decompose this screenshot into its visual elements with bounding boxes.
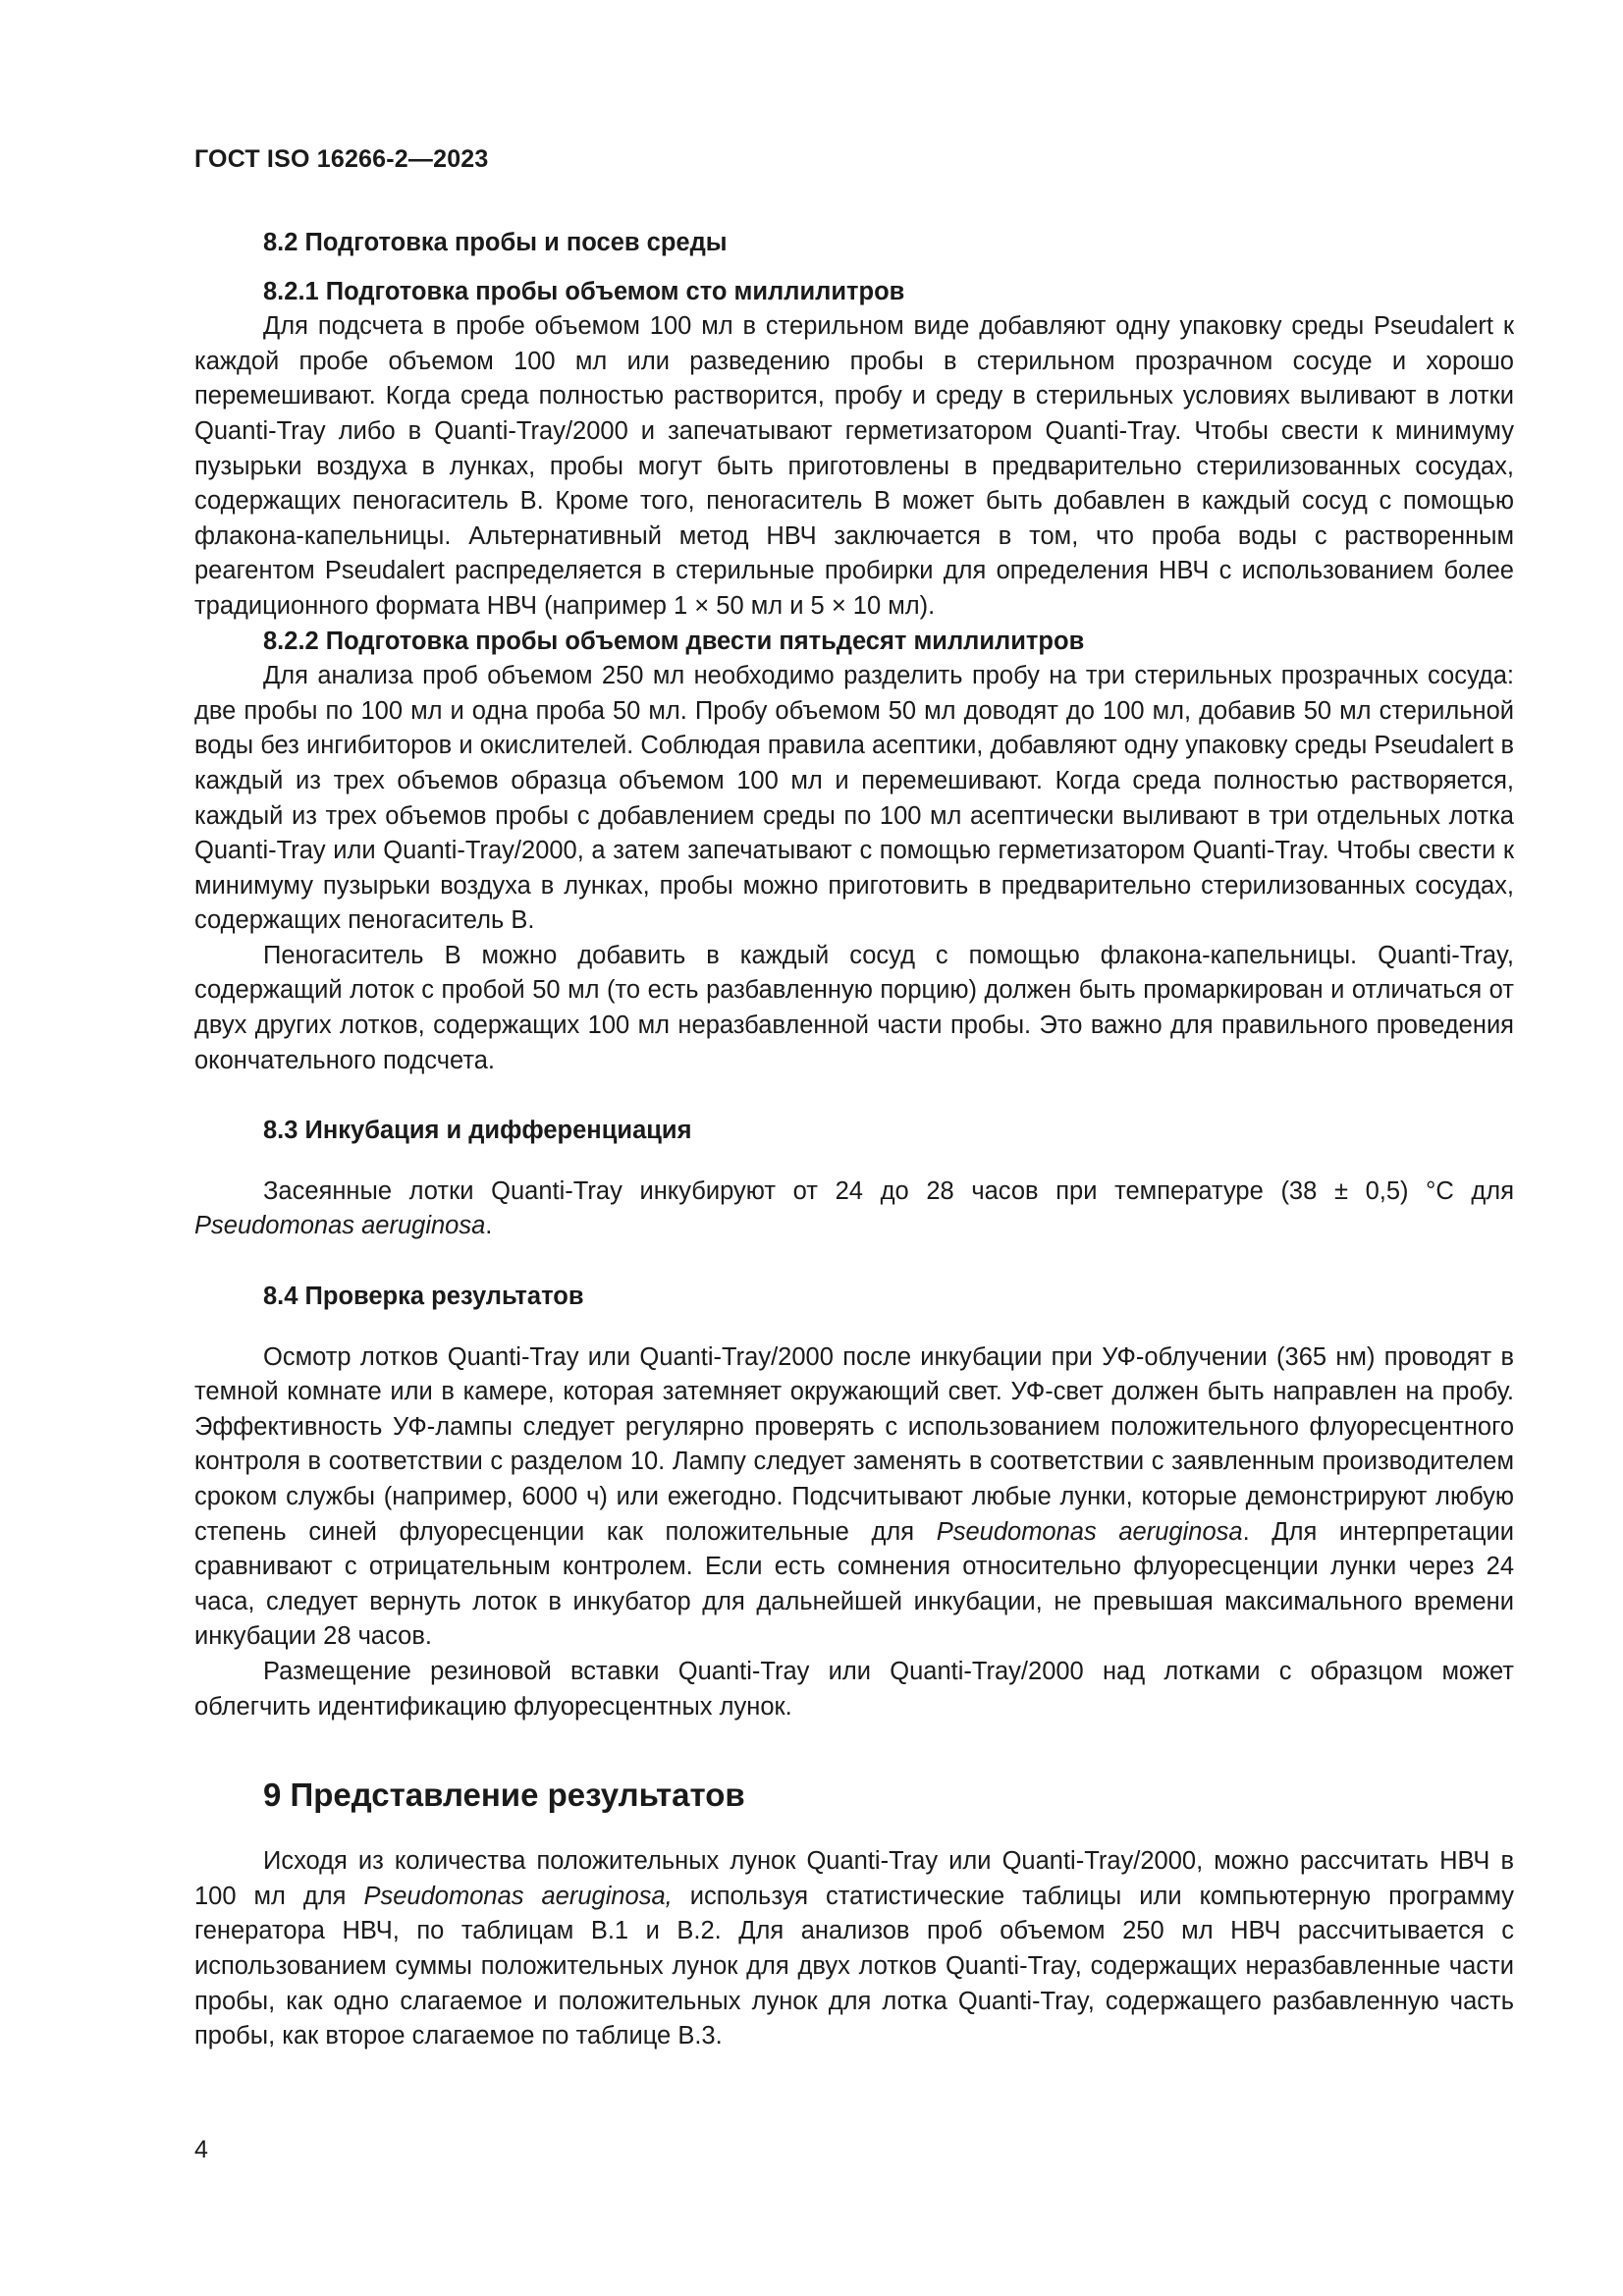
section-9-heading: 9 Представление результатов [263, 1777, 745, 1814]
section-9-paragraph [194, 1844, 1514, 2054]
section-8-2-2-paragraph-2: Пеногаситель В можно добавить в каждый сосуд с помощью флакона-капельницы. Quanti-Tray, содержащий лоток с пробой 50 мл (то есть разбавленную порцию) должен быть промаркирован и отличаться от двух других лотков, содержащих 100 мл неразбавленной части пробы. Это важно для правильного проведения окончательного подсчета. [194, 941, 1514, 1074]
section-8-4-heading: 8.4 Проверка результатов [263, 1283, 584, 1311]
section-8-4-text-b: . Для интерпретации сравнивают с отрицательным контролем. Если есть сомнения относительно флуоресценции лунки через 24 часа, следует вернуть лоток в инкубатор для дальнейшей инкубации, не превышая максимального времени инкубации 28 часов. [194, 1517, 1514, 1651]
section-9-text-b: используя статистические таблицы или компьютерную программу генератора НВЧ, по таблицам В.1 и В.2. Для анализов проб объемом 250 мл НВЧ рассчитывается с использованием суммы положительных лунок для двух лотков Quanti-Tray, содержащих неразбавленные части пробы, как одно слагаемое и положительных лунок для лотка Quanti-Tray, содержащего разбавленную часть пробы, как второе слагаемое по таблице В.3. [194, 1882, 1515, 2050]
section-8-3-paragraph [194, 1175, 1514, 1244]
section-8-2-1-paragraph: Для подсчета в пробе объемом 100 мл в стерильном виде добавляют одну упаковку среды Pseudalert к каждой пробе объемом 100 мл или разведению пробы в стерильном прозрачном сосуде и хорошо перемешивают. Когда среда полностью растворится, пробу и среду в стерильных условиях выливают в лотки Quanti-Tray либо в Quanti-Tray/2000 и запечатывают герметизатором Quanti-Tray. Чтобы свести к минимуму пузырьки воздуха в лунках, пробы могут быть приготовлены в предварительно стерилизованных сосудах, содержащих пеногаситель В. Кроме того, пеногаситель В может быть добавлен в каждый сосуд с помощью флакона-капельницы. Альтернативный метод НВЧ заключается в том, что проба воды с растворенным реагентом Pseudalert распределяется в стерильные пробирки для определения НВЧ с использованием более традиционного формата НВЧ (например 1 × 50 мл и 5 × 10 мл). [194, 312, 1514, 620]
section-9-organism: Pseudomonas aeruginosa, [363, 1882, 673, 1910]
section-8-3-text-b: . [485, 1212, 493, 1240]
page-content [194, 226, 1514, 2054]
section-8-3-heading: 8.3 Инкубация и дифференциация [263, 1117, 692, 1145]
section-8-4-paragraph-2: Размещение резиновой вставки Quanti-Tray или Quanti-Tray/2000 над лотками с образцом может облегчить идентификацию флуоресцентных лунок. [194, 1657, 1514, 1721]
document-header: ГОСТ ISO 16266-2—2023 [194, 145, 489, 173]
section-8-2-heading: 8.2 Подготовка пробы и посев среды [263, 229, 728, 256]
section-8-2-1-heading: 8.2.1 Подготовка пробы объемом сто миллилитров [263, 277, 905, 305]
section-8-3-text-a: Засеянные лотки Quanti-Tray инкубируют от 24 до 28 часов при температуре (38 ± 0,5) °C для [263, 1176, 1514, 1205]
section-8-4-paragraph-1 [194, 1340, 1514, 1655]
section-8-4-text-a: Осмотр лотков Quanti-Tray или Quanti-Tray/2000 после инкубации при УФ-облучении (365 нм) проводят в темной комнате или в камере, которая затемняет окружающий свет. УФ-свет должен быть направлен на пробу. Эффективность УФ-лампы следует регулярно проверять с использованием положительного флуоресцентного контроля в соответствии с разделом 10. Лампу следует заменять в соответствии с заявленным производителем сроком службы (например, 6000 ч) или ежегодно. Подсчитывают любые лунки, которые демонстрируют любую степень синей флуоресценции как положительные для [194, 1342, 1514, 1546]
section-8-4-organism: Pseudomonas aeruginosa [936, 1517, 1243, 1546]
page-number: 4 [194, 2136, 208, 2163]
section-8-3-organism: Pseudomonas aeruginosa [194, 1212, 486, 1240]
section-8-2-2-paragraph-1: Для анализа проб объемом 250 мл необходимо разделить пробу на три стерильных прозрачных сосуда: две пробы по 100 мл и одна проба 50 мл. Пробу объемом 50 мл доводят до 100 мл, добавив 50 мл стерильной воды без ингибиторов и окислителей. Соблюдая правила асептики, добавляют одну упаковку среды Pseudalert в каждый из трех объемов образца объемом 100 мл и перемешивают. Когда среда полностью растворяется, каждый из трех объемов пробы с добавлением среды по 100 мл асептически выливают в три отдельных лотка Quanti-Tray или Quanti-Tray/2000, а затем запечатывают с помощью герметизатором Quanti-Tray. Чтобы свести к минимуму пузырьки воздуха в лунках, пробы можно приготовить в предварительно стерилизованных сосудах, содержащих пеногаситель В. [194, 662, 1514, 935]
section-8-2-2-heading: 8.2.2 Подготовка пробы объемом двести пятьдесят миллилитров [263, 627, 1085, 655]
section-9-text-a: Исходя из количества положительных лунок Quanti-Tray или Quanti-Tray/2000, можно рассчитать НВЧ в 100 мл для [194, 1847, 1514, 1910]
